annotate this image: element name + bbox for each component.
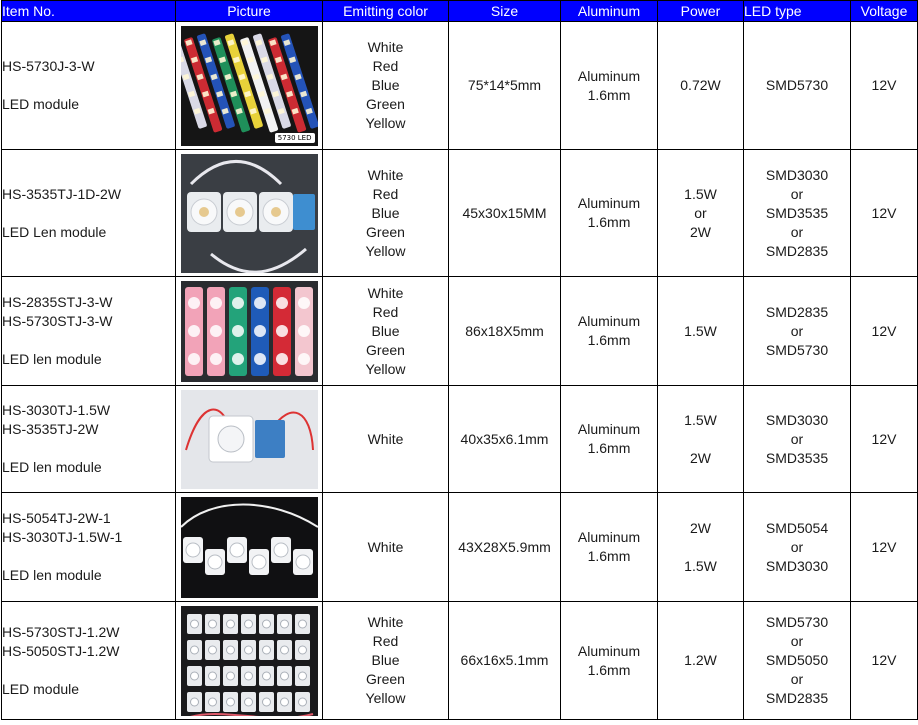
led-type-stack (744, 166, 850, 261)
emitting-color-line: Green (366, 671, 405, 687)
power-line: 2W (690, 519, 711, 536)
emitting-color-line: Red (372, 303, 399, 320)
picture-cell (176, 150, 323, 277)
item-no-line: HS-5050STJ-1.2W (2, 642, 120, 659)
photo-caption: 5730 LED (275, 133, 315, 143)
header-size: Size (449, 1, 561, 22)
aluminum-stack (561, 312, 657, 350)
aluminum-stack (561, 194, 657, 232)
item-no-stack (2, 401, 175, 477)
size-cell: 45x30x15MM (449, 150, 561, 277)
aluminum-line: Aluminum (577, 421, 641, 437)
header-power: Power (658, 1, 744, 22)
led-type-cell (744, 22, 851, 150)
aluminum-line: Aluminum (577, 642, 641, 659)
led-type-line: SMD3030 (765, 411, 829, 428)
led-type-line: SMD5730 (765, 341, 829, 358)
emitting-color-line: Yellow (365, 242, 406, 259)
aluminum-line: 1.6mm (587, 548, 631, 564)
header-row (2, 1, 918, 22)
power-cell (658, 22, 744, 150)
item-no-stack (2, 509, 175, 585)
led-type-line: SMD5730 (765, 77, 829, 93)
picture-cell (176, 602, 323, 720)
led-type-line: or (790, 322, 804, 339)
led-type-line: or (790, 671, 804, 687)
size-cell: 43X28X5.9mm (449, 493, 561, 602)
emitting-color-line: Green (366, 341, 405, 358)
power-line: 1.2W (684, 652, 717, 668)
led-type-stack (744, 519, 850, 576)
emitting-color-line: White (367, 538, 404, 555)
led-single-lens-module-photo (181, 390, 318, 489)
emitting-color-line: White (367, 284, 404, 301)
size-cell: 86x18X5mm (449, 277, 561, 386)
power-stack (658, 411, 743, 468)
led-type-cell (744, 150, 851, 277)
aluminum-stack (561, 67, 657, 105)
product-photo (181, 497, 318, 598)
item-no-cell (2, 386, 176, 493)
led-type-line: SMD3030 (765, 557, 829, 574)
power-line: 1.5W (684, 557, 717, 574)
led-strip-multicolor-photo (181, 26, 318, 146)
power-line: 1.5W (684, 185, 717, 202)
led-type-stack (744, 303, 850, 360)
emitting-color-line: White (367, 430, 404, 447)
led-type-cell (744, 493, 851, 602)
item-no-line: LED Len module (2, 223, 107, 240)
item-no-stack (2, 185, 175, 242)
header-picture: Picture (176, 1, 323, 22)
voltage-cell: 12V (851, 22, 918, 150)
picture-cell (176, 277, 323, 386)
header-led-type: LED type (744, 1, 851, 22)
emitting-color-line: Blue (371, 322, 400, 339)
item-no-stack (2, 57, 175, 114)
power-cell (658, 277, 744, 386)
led-type-stack (744, 411, 850, 468)
item-no-line (2, 661, 175, 680)
item-no-line: HS-5730STJ-3-W (2, 313, 113, 329)
led-type-line: SMD2835 (765, 690, 829, 706)
power-line: 1.5W (684, 322, 717, 339)
emitting-color-cell (323, 493, 449, 602)
led-type-cell (744, 602, 851, 720)
item-no-line (2, 547, 175, 566)
emitting-color-line: Yellow (365, 360, 406, 377)
voltage-cell: 12V (851, 386, 918, 493)
aluminum-line: 1.6mm (587, 661, 631, 678)
emitting-color-line: Red (372, 58, 399, 74)
led-type-line: SMD5730 (765, 614, 829, 630)
aluminum-cell (561, 493, 658, 602)
item-no-line (2, 76, 175, 95)
led-type-line: SMD2835 (765, 303, 829, 320)
power-line: 0.72W (680, 77, 721, 93)
voltage-cell: 12V (851, 150, 918, 277)
item-no-line: LED len module (2, 459, 102, 475)
aluminum-cell (561, 277, 658, 386)
voltage-cell: 12V (851, 602, 918, 720)
aluminum-stack (561, 420, 657, 458)
emitting-color-line: Yellow (365, 115, 406, 131)
led-type-line: SMD3030 (765, 166, 829, 183)
emitting-color-line: Blue (371, 652, 400, 668)
power-line (658, 430, 743, 449)
led-type-stack (744, 613, 850, 708)
emitting-color-stack (323, 166, 448, 261)
aluminum-line: Aluminum (577, 313, 641, 329)
emitting-color-line: White (367, 39, 404, 55)
power-cell (658, 386, 744, 493)
header-aluminum: Aluminum (561, 1, 658, 22)
power-stack (658, 76, 743, 95)
item-no-stack (2, 623, 175, 699)
led-module-grid-photo (181, 606, 318, 716)
item-no-line: LED len module (2, 351, 102, 367)
item-no-cell (2, 22, 176, 150)
emitting-color-stack (323, 613, 448, 708)
product-photo (181, 281, 318, 382)
aluminum-line: Aluminum (577, 529, 641, 545)
size-cell: 66x16x5.1mm (449, 602, 561, 720)
aluminum-cell (561, 150, 658, 277)
emitting-color-line: White (367, 614, 404, 630)
aluminum-line: 1.6mm (587, 332, 631, 348)
aluminum-line: 1.6mm (587, 214, 631, 230)
item-no-line: LED module (2, 680, 80, 697)
emitting-color-line: White (367, 166, 404, 183)
header-item-no: Item No. (2, 1, 176, 22)
item-no-line (2, 439, 175, 458)
voltage-cell: 12V (851, 277, 918, 386)
emitting-color-line: Red (372, 185, 399, 202)
power-cell (658, 493, 744, 602)
table-row (2, 386, 918, 493)
emitting-color-stack (323, 38, 448, 133)
led-type-stack (744, 76, 850, 95)
aluminum-cell (561, 602, 658, 720)
table-row (2, 602, 918, 720)
led-type-line: or (790, 223, 804, 240)
emitting-color-line: Green (366, 96, 405, 112)
emitting-color-line: Yellow (365, 690, 406, 706)
emitting-color-cell (323, 602, 449, 720)
size-cell: 40x35x6.1mm (449, 386, 561, 493)
item-no-cell (2, 277, 176, 386)
item-no-line: HS-5730J-3-W (2, 58, 95, 74)
picture-cell (176, 22, 323, 150)
header-voltage: Voltage (851, 1, 918, 22)
power-stack (658, 322, 743, 341)
emitting-color-cell (323, 150, 449, 277)
item-no-line: HS-3535TJ-1D-2W (2, 185, 122, 202)
power-stack (658, 185, 743, 242)
item-no-line: HS-3535TJ-2W (2, 421, 99, 437)
table-row (2, 150, 918, 277)
item-no-line: LED len module (2, 567, 102, 583)
aluminum-line: 1.6mm (587, 86, 631, 103)
table-row (2, 493, 918, 602)
emitting-color-stack (323, 430, 448, 449)
product-spec-table (1, 0, 918, 720)
product-photo (181, 154, 318, 273)
product-photo (181, 390, 318, 489)
item-no-line: HS-3030TJ-1.5W (2, 402, 111, 418)
led-type-line: or (790, 633, 804, 649)
table-row (2, 22, 918, 150)
item-no-line: HS-5054TJ-2W-1 (2, 510, 111, 526)
led-color-modules-photo (181, 281, 318, 382)
emitting-color-line: Red (372, 633, 399, 649)
size-cell: 75*14*5mm (449, 22, 561, 150)
product-photo (181, 26, 318, 146)
power-stack (658, 651, 743, 670)
power-stack (658, 519, 743, 576)
led-type-cell (744, 277, 851, 386)
led-type-line: SMD2835 (765, 242, 829, 259)
item-no-line: HS-3030TJ-1.5W-1 (2, 529, 123, 545)
aluminum-line: 1.6mm (587, 440, 631, 456)
item-no-line: HS-2835STJ-3-W (2, 294, 113, 310)
item-no-stack (2, 293, 175, 369)
emitting-color-cell (323, 277, 449, 386)
led-type-line: SMD5054 (765, 519, 829, 536)
led-type-line: SMD5050 (765, 652, 829, 668)
led-lens-module-photo (181, 154, 318, 273)
item-no-cell (2, 493, 176, 602)
picture-cell (176, 386, 323, 493)
aluminum-stack (561, 528, 657, 566)
power-line: 2W (690, 449, 711, 466)
aluminum-line: Aluminum (577, 195, 641, 211)
power-line: 2W (690, 223, 711, 240)
voltage-cell: 12V (851, 493, 918, 602)
led-type-line: SMD3535 (765, 204, 829, 221)
aluminum-cell (561, 386, 658, 493)
emitting-color-line: Blue (371, 204, 400, 221)
power-cell (658, 602, 744, 720)
power-cell (658, 150, 744, 277)
item-no-line (2, 204, 175, 223)
product-photo (181, 606, 318, 716)
emitting-color-line: Green (366, 223, 405, 240)
emitting-color-cell (323, 22, 449, 150)
power-line: or (694, 204, 707, 221)
item-no-line: LED module (2, 96, 80, 112)
picture-cell (176, 493, 323, 602)
table-row (2, 277, 918, 386)
aluminum-line: Aluminum (577, 67, 641, 84)
led-type-line: or (790, 185, 804, 202)
led-lens-chain-photo (181, 497, 318, 598)
item-no-line: HS-5730STJ-1.2W (2, 623, 120, 640)
led-type-line: SMD3535 (765, 449, 829, 466)
emitting-color-stack (323, 284, 448, 379)
power-line: 1.5W (684, 411, 717, 428)
emitting-color-line: Blue (371, 77, 400, 93)
led-type-line: or (790, 538, 804, 555)
led-type-line: or (790, 430, 804, 447)
header-emitting-color: Emitting color (323, 1, 449, 22)
emitting-color-cell (323, 386, 449, 493)
aluminum-stack (561, 642, 657, 680)
item-no-line (2, 331, 175, 350)
power-line (658, 538, 743, 557)
item-no-cell (2, 602, 176, 720)
emitting-color-stack (323, 538, 448, 557)
aluminum-cell (561, 22, 658, 150)
item-no-cell (2, 150, 176, 277)
led-type-cell (744, 386, 851, 493)
